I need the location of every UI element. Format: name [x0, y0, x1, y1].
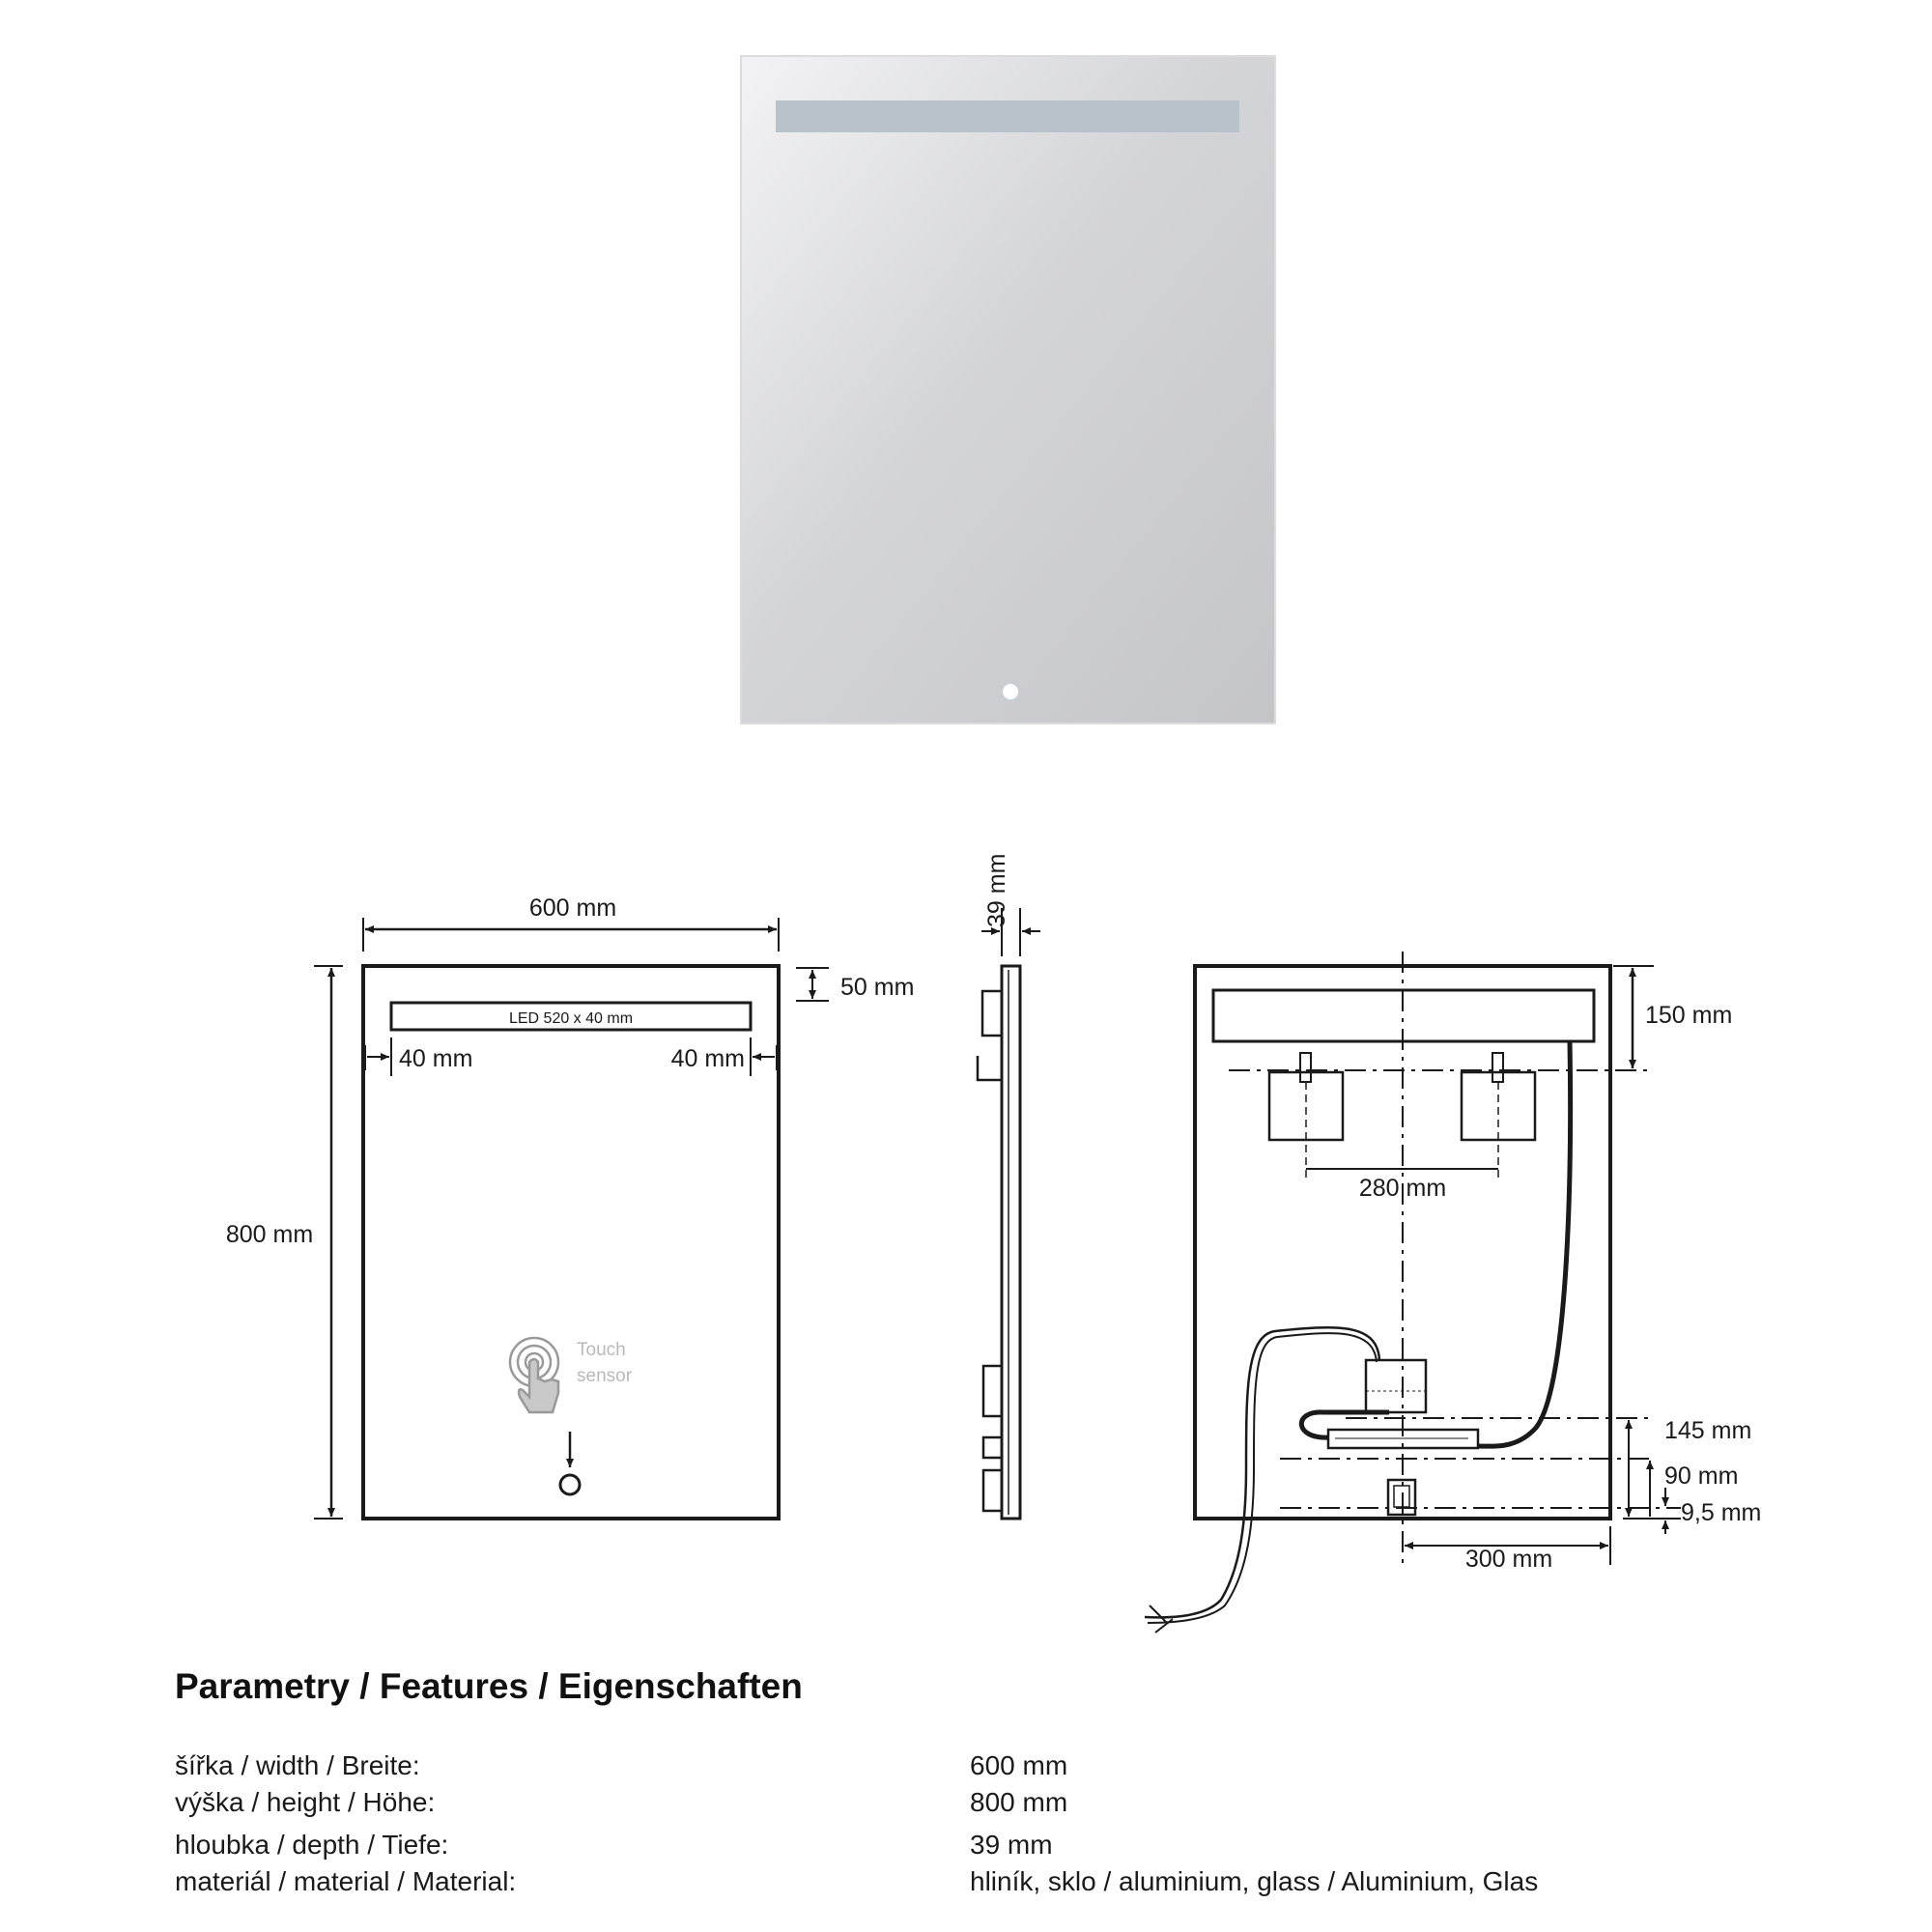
feature-label: hloubka / depth / Tiefe:	[175, 1830, 449, 1860]
label-9-5: 9,5 mm	[1681, 1499, 1762, 1526]
label-145: 145 mm	[1664, 1417, 1752, 1444]
led-margin-right-label: 40 mm	[670, 1045, 745, 1072]
side-hook	[978, 1056, 1002, 1080]
hanger-spacing-label: 280 mm	[1358, 1175, 1447, 1202]
width-label: 600 mm	[528, 895, 617, 922]
touch-sensor-label-line2: sensor	[577, 1366, 633, 1386]
power-cable	[1145, 1327, 1379, 1617]
features-section	[175, 1666, 1759, 1900]
side-bracket-top	[982, 991, 1002, 1036]
touch-sensor-button	[560, 1475, 580, 1494]
feature-row	[175, 1747, 1759, 1784]
feature-row	[175, 1863, 1759, 1900]
touch-hand-icon	[510, 1338, 558, 1412]
half-width-label: 300 mm	[1464, 1546, 1553, 1573]
side-box-1	[983, 1366, 1002, 1416]
led-light-strip	[776, 100, 1239, 132]
feature-label: výška / height / Höhe:	[175, 1787, 436, 1817]
feature-label: šířka / width / Breite:	[175, 1750, 420, 1780]
feature-row	[175, 1827, 1759, 1863]
feature-value: 800 mm	[970, 1787, 1068, 1817]
feature-value: 39 mm	[970, 1830, 1053, 1860]
feature-row	[175, 1784, 1759, 1821]
side-box-2	[983, 1437, 1002, 1458]
driver-cable	[1301, 1412, 1389, 1437]
height-label: 800 mm	[225, 1221, 314, 1248]
led-margin-left-label: 40 mm	[399, 1045, 473, 1072]
feature-label: materiál / material / Material:	[175, 1866, 517, 1896]
depth-label: 39 mm	[983, 853, 1010, 927]
led-cable	[1478, 1041, 1571, 1446]
touch-sensor-dot	[1002, 683, 1019, 700]
feature-value: hliník, sklo / aluminium, glass / Aluminium, Glas	[970, 1866, 1539, 1896]
side-view-outline	[1002, 966, 1020, 1519]
led-label: LED 520 x 40 mm	[508, 1010, 634, 1027]
features-title: Parametry / Features / Eigenschaften	[175, 1666, 803, 1706]
top-offset-label: 150 mm	[1645, 1002, 1733, 1029]
front-view	[314, 918, 829, 1519]
back-view-labels	[1359, 1002, 1762, 1573]
features-list	[175, 1747, 1759, 1900]
touch-sensor-label-line1: Touch	[577, 1340, 626, 1360]
led-offset-label: 50 mm	[840, 974, 915, 1001]
label-90: 90 mm	[1664, 1463, 1739, 1490]
junction-box	[1366, 1360, 1426, 1412]
feature-value: 600 mm	[970, 1750, 1068, 1780]
side-view	[978, 908, 1040, 1519]
side-box-3	[983, 1470, 1002, 1511]
mirror-product-photo	[741, 56, 1275, 724]
back-view	[1145, 952, 1681, 1633]
